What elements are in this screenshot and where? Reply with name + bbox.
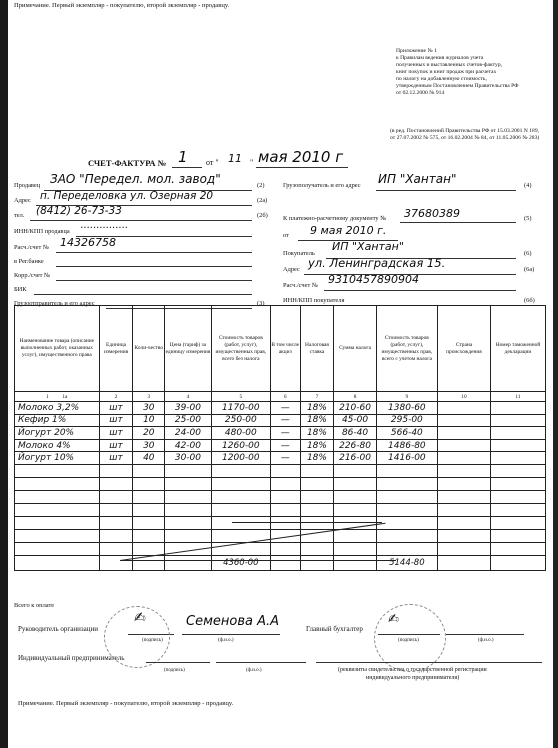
cell-unit: шт — [99, 402, 133, 415]
empty-cell — [490, 503, 545, 516]
cell-tax-rate: 18% — [300, 427, 334, 440]
seller-bik-label: БИК — [14, 286, 27, 293]
empty-cell — [165, 477, 212, 490]
cell-cost: 480-00 — [211, 427, 270, 440]
empty-cell — [133, 490, 165, 503]
header-cell: Налоговая ставка — [300, 306, 334, 392]
cell-price: 30-00 — [165, 452, 212, 465]
cell-country — [438, 452, 491, 465]
cell-quantity: 40 — [133, 452, 165, 465]
entrepreneur-name-line — [216, 662, 306, 663]
buyer-address: ул. Ленинградская 15. — [308, 256, 446, 270]
cell-price: 24-00 — [165, 427, 212, 440]
table-row — [15, 402, 546, 415]
empty-cell — [99, 490, 133, 503]
header-cell: Единица измерения — [99, 306, 133, 392]
code-4: (4) — [524, 182, 532, 189]
empty-cell — [15, 477, 100, 490]
invoice-title: СЧЕТ-ФАКТУРА № — [88, 158, 167, 168]
appendix-line: книг покупок и книг продаж при расчетах — [396, 69, 497, 75]
seller-account: 14326758 — [60, 236, 116, 249]
empty-cell — [490, 529, 545, 542]
table-row — [15, 452, 546, 465]
empty-cell — [165, 529, 212, 542]
seller-phone: (8412) 26-73-33 — [36, 205, 122, 217]
invoice-day: 11 — [228, 152, 242, 165]
empty-cell — [165, 490, 212, 503]
total-empty — [270, 555, 300, 570]
code-2b: (2б) — [257, 212, 268, 219]
empty-cell — [376, 490, 437, 503]
cell-tax-rate: 18% — [300, 439, 334, 452]
col-number: 5 — [211, 392, 270, 402]
cell-declaration — [490, 439, 545, 452]
cell-quantity: 10 — [133, 414, 165, 427]
registration-hint — [338, 666, 487, 682]
empty-cell — [99, 529, 133, 542]
header-cell: Стоимость товаров (работ, услуг), имущественных прав, всего с учетом налога — [376, 306, 437, 392]
cell-tax-amount: 216-00 — [334, 452, 376, 465]
total-empty — [300, 555, 334, 570]
appendix-line: утвержденным Постановлением Правительства РФ — [396, 83, 519, 89]
total-empty — [438, 555, 491, 570]
seller-phone-line — [30, 220, 252, 221]
cell-price: 42-00 — [165, 439, 212, 452]
empty-cell — [438, 490, 491, 503]
seller-label: Продавец — [14, 182, 41, 189]
strike-line-top — [232, 522, 382, 523]
empty-cell — [376, 503, 437, 516]
cell-total: 1486-80 — [376, 439, 437, 452]
seller-address: п. Переделовка ул. Озерная 20 — [40, 190, 214, 202]
accountant-label: Главный бухгалтер — [306, 625, 363, 633]
consignee-line — [376, 190, 516, 191]
entrepreneur-name-hint: (ф.и.о.) — [246, 668, 262, 673]
empty-cell — [490, 464, 545, 477]
accountant-signature: ✍ — [388, 612, 399, 627]
cell-excise: — — [270, 439, 300, 452]
amendment-line: от 27.07.2002 № 575, от 16.02.2004 № 84, от 11.05.2006 № 283) — [390, 135, 540, 141]
invoice-table — [14, 305, 546, 571]
empty-cell — [300, 490, 334, 503]
cell-cost: 1200-00 — [211, 452, 270, 465]
cell-tax-rate: 18% — [300, 414, 334, 427]
amendment-note — [390, 128, 556, 142]
col-number: 9 — [376, 392, 437, 402]
bottom-note: Примечание. Первый экземпляр - покупателю, второй экземпляр - продавцу. — [18, 700, 234, 707]
appendix-block — [396, 48, 556, 97]
seller-account-line — [56, 252, 252, 253]
col-number-text: 1 — [46, 393, 49, 400]
cell-declaration — [490, 414, 545, 427]
header-cell: Наименование товара (описание выполненных работ, оказанных услуг), имущественного права — [15, 306, 100, 392]
cell-tax-amount: 45-00 — [334, 414, 376, 427]
empty-cell — [270, 477, 300, 490]
empty-cell — [334, 490, 376, 503]
seller-inn-label: ИНН/КПП продавца — [14, 228, 70, 235]
empty-cell — [334, 464, 376, 477]
head-name: Семенова А.А — [186, 614, 280, 629]
cell-unit: шт — [99, 414, 133, 427]
cell-tax-rate: 18% — [300, 452, 334, 465]
cell-country — [438, 439, 491, 452]
registration-hint-line: индивидуального предпринимателя) — [366, 675, 460, 681]
code-6a: (6а) — [524, 266, 535, 273]
entrepreneur-signature-line — [146, 662, 210, 663]
cell-tax-rate: 18% — [300, 402, 334, 415]
buyer-address-label: Адрес — [283, 266, 300, 273]
entrepreneur-signature-hint: (подпись) — [164, 668, 185, 673]
empty-cell — [165, 503, 212, 516]
empty-cell — [438, 477, 491, 490]
head-signature: ✍ — [134, 610, 146, 626]
invoice-number: 1 — [178, 148, 188, 166]
cell-quantity: 20 — [133, 427, 165, 440]
empty-cell — [211, 503, 270, 516]
empty-row — [15, 542, 546, 555]
head-signature-hint: (подпись) — [142, 638, 163, 643]
seller-bank-line — [56, 266, 252, 267]
seller-address-label: Адрес — [14, 197, 31, 204]
empty-cell — [270, 542, 300, 555]
seller-corr-label: Корр./счет № — [14, 272, 51, 279]
cell-excise: — — [270, 414, 300, 427]
empty-cell — [490, 490, 545, 503]
cell-price: 39-00 — [165, 402, 212, 415]
empty-cell — [490, 516, 545, 529]
total-empty — [334, 555, 376, 570]
empty-cell — [490, 542, 545, 555]
cell-unit: шт — [99, 452, 133, 465]
buyer-inn-label: ИНН/КПП покупателя — [283, 297, 345, 304]
seller-bank-label: в Рег.банке — [14, 258, 44, 265]
empty-cell — [133, 529, 165, 542]
col-number: 7 — [300, 392, 334, 402]
empty-row — [15, 529, 546, 542]
cell-tax-amount: 210-60 — [334, 402, 376, 415]
cell-quantity: 30 — [133, 402, 165, 415]
cell-price: 25-00 — [165, 414, 212, 427]
seller-phone-label: тел. — [14, 212, 25, 219]
buyer-label: Покупатель — [283, 250, 315, 257]
payment-from-label: от — [283, 232, 289, 239]
empty-cell — [334, 503, 376, 516]
col-number: 6 — [270, 392, 300, 402]
cell-cost: 1260-00 — [211, 439, 270, 452]
cell-total: 566-40 — [376, 427, 437, 440]
empty-cell — [300, 503, 334, 516]
table-row — [15, 414, 546, 427]
empty-cell — [99, 516, 133, 529]
empty-cell — [270, 490, 300, 503]
cell-declaration — [490, 402, 545, 415]
empty-cell — [334, 542, 376, 555]
appendix-line: Приложение № 1 — [396, 48, 437, 54]
empty-cell — [15, 516, 100, 529]
appendix-line: от 02.12.2000 № 914 — [396, 90, 445, 96]
empty-cell — [270, 464, 300, 477]
empty-cell — [165, 516, 212, 529]
total-without-tax: 4360-00 — [211, 555, 270, 570]
appendix-line: по налогу на добавленную стоимость, — [396, 76, 487, 82]
code-2: (2) — [257, 182, 265, 189]
empty-cell — [133, 464, 165, 477]
empty-cell — [211, 542, 270, 555]
buyer-account-label: Расч./счет № — [283, 282, 318, 289]
empty-cell — [165, 464, 212, 477]
code-6: (6) — [524, 250, 532, 257]
table-row — [15, 439, 546, 452]
buyer-value: ИП "Хантан" — [332, 240, 404, 253]
seller-corr-line — [56, 280, 252, 281]
cell-cost: 250-00 — [211, 414, 270, 427]
registration-hint-line: (реквизиты свидетельства о государственной регистрации — [338, 667, 487, 673]
empty-cell — [300, 464, 334, 477]
empty-cell — [15, 529, 100, 542]
empty-cell — [438, 464, 491, 477]
cell-declaration — [490, 427, 545, 440]
shipper-label: Грузоотправитель и его адрес — [14, 300, 95, 307]
empty-cell — [133, 477, 165, 490]
consignee-value: ИП "Хантан" — [378, 172, 457, 186]
col-number: 10 — [438, 392, 491, 402]
entrepreneur-label: Индивидуальный предприниматель — [18, 654, 125, 662]
empty-cell — [376, 464, 437, 477]
buyer-account: 9310457890904 — [328, 273, 419, 286]
payment-doc-line — [400, 222, 516, 223]
amendment-line: (в ред. Постановлений Правительства РФ от 15.03.2001 N 189, — [390, 128, 540, 134]
header-cell: Цена (тариф) за единицу измерения — [165, 306, 212, 392]
cell-cost: 1170-00 — [211, 402, 270, 415]
cell-item-name: Молоко 4% — [15, 439, 100, 452]
appendix-line: полученных и выставленных счетов-фактур, — [396, 62, 503, 68]
total-empty — [15, 555, 100, 570]
head-label: Руководитель организации — [18, 625, 98, 633]
total-empty — [490, 555, 545, 570]
head-name-line — [182, 634, 280, 635]
empty-cell — [99, 503, 133, 516]
empty-cell — [438, 542, 491, 555]
empty-cell — [15, 542, 100, 555]
cell-excise: — — [270, 402, 300, 415]
cell-quantity: 30 — [133, 439, 165, 452]
accountant-name-hint: (ф.и.о.) — [478, 638, 494, 643]
code-6b: (6б) — [524, 297, 535, 304]
empty-cell — [438, 503, 491, 516]
empty-cell — [99, 464, 133, 477]
col-number: 2 — [99, 392, 133, 402]
strike-line-bottom — [120, 560, 396, 561]
consignee-label: Грузополучатель и его адрес — [283, 182, 361, 189]
registration-line — [316, 662, 542, 663]
cell-tax-amount: 226-80 — [334, 439, 376, 452]
invoice-from-label: от " — [206, 158, 219, 167]
appendix-line: к Правилам ведения журналов учета — [396, 55, 484, 61]
cell-excise: — — [270, 427, 300, 440]
col-number: 4 — [165, 392, 212, 402]
cell-country — [438, 427, 491, 440]
empty-cell — [300, 477, 334, 490]
empty-cell — [15, 490, 100, 503]
empty-cell — [99, 477, 133, 490]
cell-tax-amount: 86-40 — [334, 427, 376, 440]
payment-doc-number: 37680389 — [404, 207, 460, 220]
empty-cell — [133, 503, 165, 516]
empty-cell — [270, 503, 300, 516]
col-number: 8 — [334, 392, 376, 402]
empty-cell — [376, 529, 437, 542]
empty-cell — [490, 477, 545, 490]
empty-cell — [334, 529, 376, 542]
empty-cell — [438, 516, 491, 529]
empty-row — [15, 464, 546, 477]
total-with-tax: 5144-80 — [376, 555, 437, 570]
empty-cell — [300, 542, 334, 555]
empty-cell — [15, 503, 100, 516]
total-row — [15, 555, 546, 570]
col-number: 11 — [490, 392, 545, 402]
header-cell: Страна происхождения — [438, 306, 491, 392]
cell-unit: шт — [99, 427, 133, 440]
invoice-date-line — [256, 167, 348, 168]
empty-cell — [376, 477, 437, 490]
seller-account-label: Расч./счет № — [14, 244, 49, 251]
payment-date: 9 мая 2010 г. — [310, 224, 387, 237]
cell-total: 295-00 — [376, 414, 437, 427]
cell-item-name: Кефир 1% — [15, 414, 100, 427]
empty-cell — [211, 477, 270, 490]
col-number-text: 1а — [62, 393, 68, 400]
table-row — [15, 427, 546, 440]
header-cell: В том числе акциз — [270, 306, 300, 392]
scan-right-edge — [553, 0, 558, 748]
invoice-number-line — [172, 167, 202, 168]
empty-cell — [15, 464, 100, 477]
empty-cell — [133, 516, 165, 529]
empty-cell — [334, 477, 376, 490]
seller-inn: ··············· — [80, 223, 128, 234]
code-5: (5) — [524, 215, 532, 222]
head-name-hint: (ф.и.о.) — [218, 638, 234, 643]
seller-bik-line — [34, 294, 252, 295]
header-cell: Стоимость товаров (работ, услуг), имущественных прав, всего без налога — [211, 306, 270, 392]
empty-cell — [211, 464, 270, 477]
cell-declaration — [490, 452, 545, 465]
cell-total: 1380-60 — [376, 402, 437, 415]
header-cell: Коли-чество — [133, 306, 165, 392]
cell-country — [438, 402, 491, 415]
empty-cell — [99, 542, 133, 555]
empty-cell — [438, 529, 491, 542]
empty-cell — [376, 542, 437, 555]
total-empty — [165, 555, 212, 570]
empty-row — [15, 477, 546, 490]
cell-country — [438, 414, 491, 427]
total-to-pay-label: Всего к оплате — [14, 602, 55, 609]
top-note: Примечание. Первый экземпляр - покупателю, второй экземпляр - продавцу. — [14, 2, 230, 9]
cell-item-name: Йогурт 20% — [15, 427, 100, 440]
cell-excise: — — [270, 452, 300, 465]
accountant-signature-hint: (подпись) — [398, 638, 419, 643]
cell-unit: шт — [99, 439, 133, 452]
cell-total: 1416-00 — [376, 452, 437, 465]
empty-cell — [211, 490, 270, 503]
header-cell: Номер таможенной декларации — [490, 306, 545, 392]
empty-row — [15, 490, 546, 503]
total-empty — [99, 555, 133, 570]
seller-name: ЗАО "Передел. мол. завод" — [50, 172, 221, 186]
empty-row — [15, 503, 546, 516]
cell-item-name: Молоко 3,2% — [15, 402, 100, 415]
cell-item-name: Йогурт 10% — [15, 452, 100, 465]
column-number-row — [15, 392, 546, 402]
buyer-account-line — [324, 290, 516, 291]
accountant-name-line — [446, 634, 524, 635]
code-2a: (2а) — [257, 197, 268, 204]
col-number: 3 — [133, 392, 165, 402]
invoice-quote-close: " — [250, 158, 254, 167]
payment-doc-label: К платежно-расчетному документу № — [283, 215, 387, 222]
code-3: (3) — [257, 300, 265, 307]
header-cell: Сумма налога — [334, 306, 376, 392]
invoice-month-year: мая 2010 г — [258, 148, 344, 166]
scan-left-edge — [0, 0, 8, 748]
table-header-row — [15, 306, 546, 392]
col-number — [15, 392, 100, 402]
